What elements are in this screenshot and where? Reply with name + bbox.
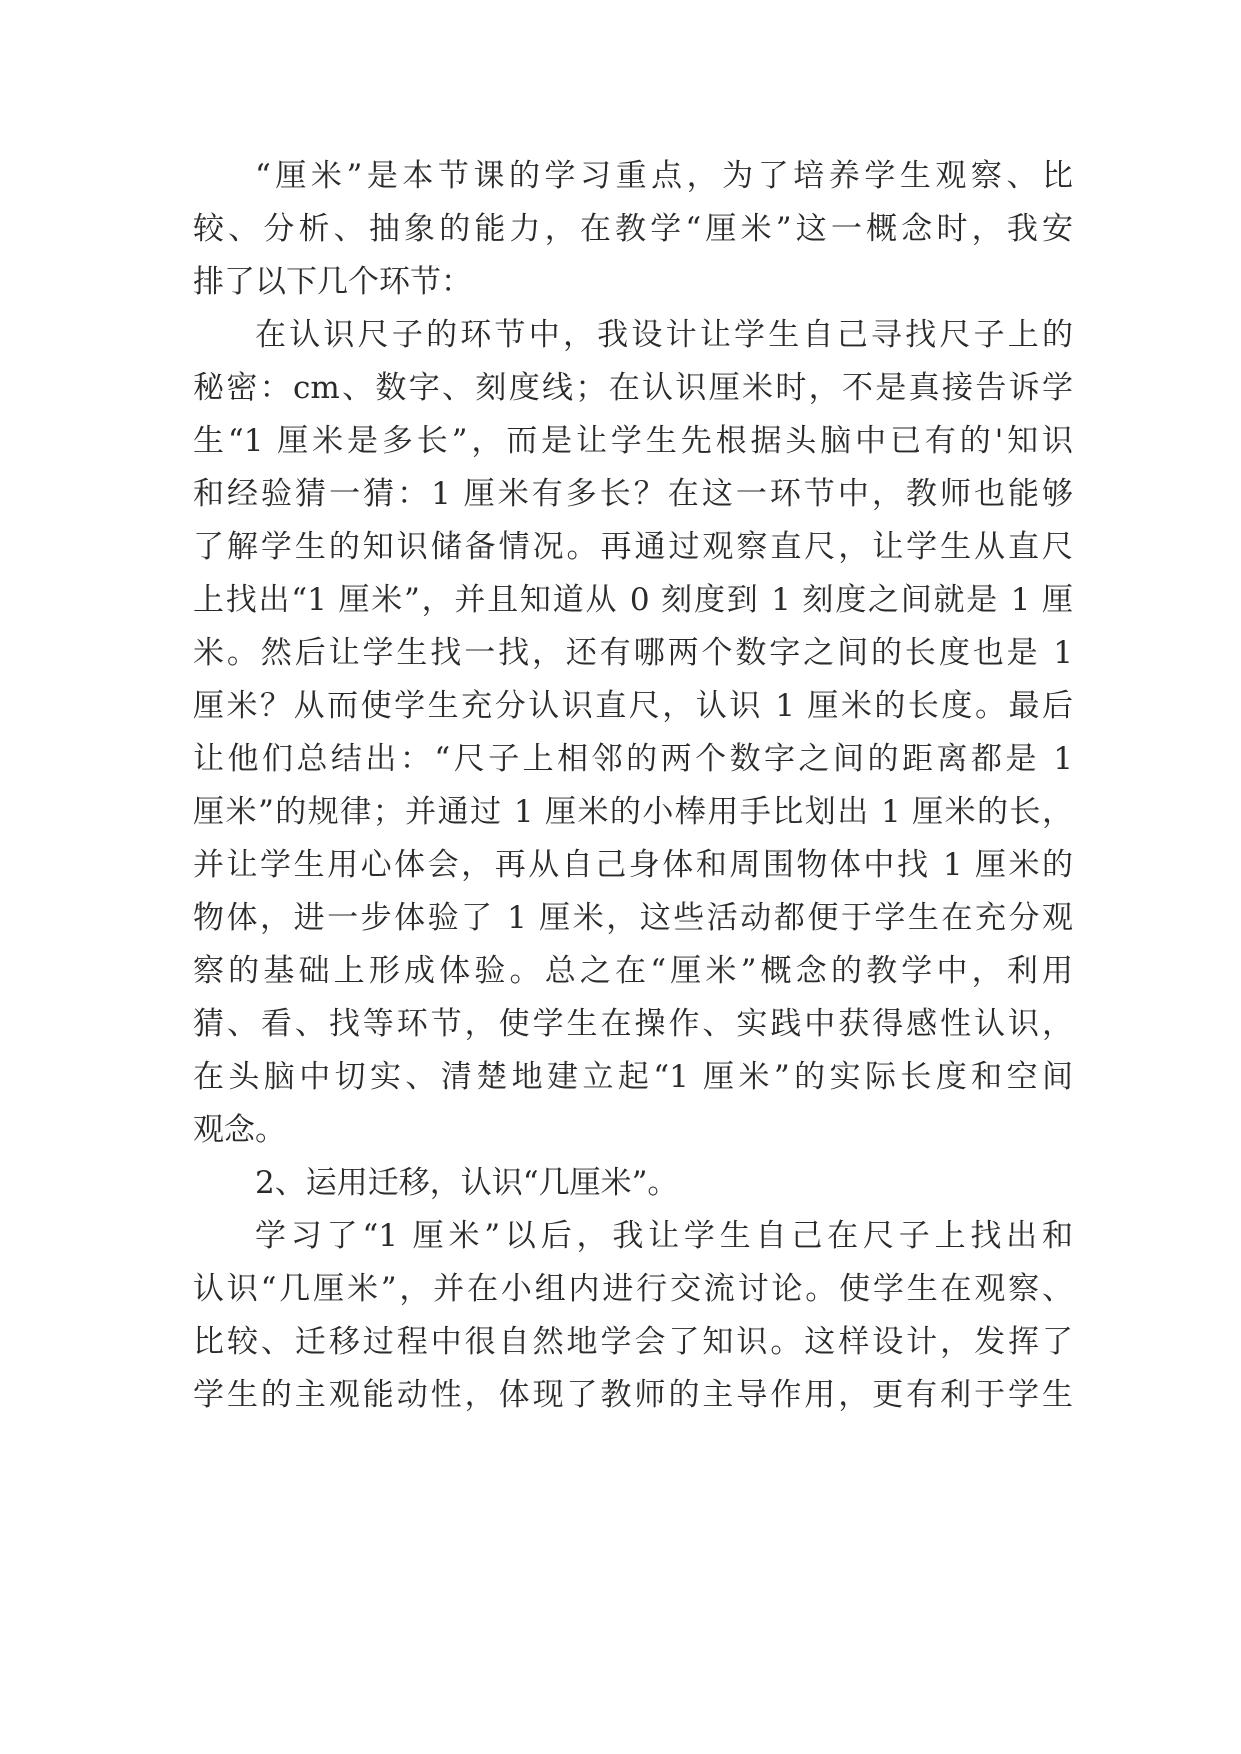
text-line: 排了以下几个环节： <box>193 264 472 300</box>
text-line: 比较、迁移过程中很自然地学会了知识。这样设计，发挥了 <box>193 1324 1073 1360</box>
text-line: 上找出“1 厘米”，并且知道从 0 刻度到 1 刻度之间就是 1 厘 <box>193 582 1073 618</box>
text-line: 较、分析、抽象的能力，在教学“厘米”这一概念时，我安 <box>193 211 1073 247</box>
text-line: “厘米”是本节课的学习重点，为了培养学生观察、比 <box>255 158 1073 194</box>
text-line: 并让学生用心体会，再从自己身体和周围物体中找 1 厘米的 <box>193 847 1073 883</box>
text-line: 米。然后让学生找一找，还有哪两个数字之间的长度也是 1 <box>193 635 1073 671</box>
text-line: 生“1 厘米是多长”，而是让学生先根据头脑中已有的'知识 <box>193 423 1073 459</box>
text-line: 让他们总结出：“尺子上相邻的两个数字之间的距离都是 1 <box>193 741 1073 777</box>
text-line: 在认识尺子的环节中，我设计让学生自己寻找尺子上的 <box>255 317 1073 353</box>
text-line: 了解学生的知识储备情况。再通过观察直尺，让学生从直尺 <box>193 529 1073 565</box>
text-line: 认识“几厘米”，并在小组内进行交流讨论。使学生在观察、 <box>193 1271 1073 1307</box>
text-line: 猜、看、找等环节，使学生在操作、实践中获得感性认识， <box>193 1006 1073 1042</box>
text-line: 察的基础上形成体验。总之在“厘米”概念的教学中，利用 <box>193 953 1073 989</box>
text-line: 学生的主观能动性，体现了教师的主导作用，更有利于学生 <box>193 1377 1073 1413</box>
text-line: 厘米”的规律；并通过 1 厘米的小棒用手比划出 1 厘米的长， <box>193 794 1073 830</box>
text-line: 在头脑中切实、清楚地建立起“1 厘米”的实际长度和空间 <box>193 1059 1073 1095</box>
text-line: 秘密：cm、数字、刻度线；在认识厘米时，不是真接告诉学 <box>193 370 1073 406</box>
section-heading: 2、运用迁移，认识“几厘米”。 <box>255 1165 679 1201</box>
text-line: 观念。 <box>193 1112 286 1148</box>
text-line: 学习了“1 厘米”以后，我让学生自己在尺子上找出和 <box>255 1218 1073 1254</box>
text-line: 和经验猜一猜：1 厘米有多长？在这一环节中，教师也能够 <box>193 476 1073 512</box>
text-line: 厘米？从而使学生充分认识直尺，认识 1 厘米的长度。最后 <box>193 688 1073 724</box>
text-line: 物体，进一步体验了 1 厘米，这些活动都便于学生在充分观 <box>193 900 1073 936</box>
